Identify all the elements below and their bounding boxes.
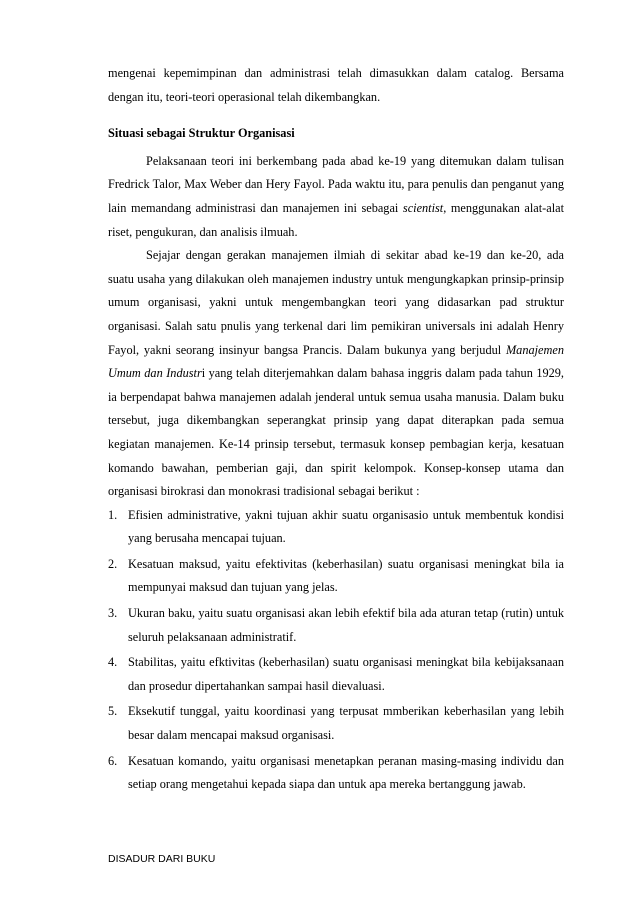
paragraph-2-text-b: i yang telah diterjemahkan dalam bahasa inggris dalam pada tahun 1929, ia berpendapat bahwa manajemen adalah jenderal untuk semua usaha manusia. Dalam buku tersebut, juga dikembangkan seperangkat prinsip yang dapat diterapkan pada semua kegiatan manajemen. Ke-14 prinsip tersebut, termasuk konsep pembagian kerja, kesatuan komando bawahan, pemberian gaji, dan spirit kelompok. Konsep-konsep utama dan organisasi birokrasi dan monokrasi tradisional sebagai berikut :: [108, 366, 564, 499]
list-item-text: Eksekutif tunggal, yaitu koordinasi yang terpusat mmberikan keberhasilan yang lebih besar dalam mencapai maksud organisasi.: [128, 704, 564, 743]
paragraph-1-text-a: Pelaksanaan teori ini berkembang pada abad ke-19 yang ditemukan dalam tulisan Fredrick Talor, Max Weber dan Hery Fayol. Pada waktu itu, para penulis dan penganut yang lain memandang administrasi dan manajemen ini sebagai: [108, 153, 564, 215]
list-item-number: 2.: [108, 556, 118, 571]
list-item: [108, 504, 564, 551]
list-item-text: Kesatuan maksud, yaitu efektivitas (keberhasilan) suatu organisasi meningkat bila ia mempunyai maksud dan tujuan yang jelas.: [128, 556, 564, 595]
paragraph-2: [108, 244, 564, 504]
list-item-text: Kesatuan komando, yaitu organisasi menetapkan peranan masing-masing individu dan setiap orang mengetahui kepada siapa dan untuk apa mereka bertanggung jawab.: [128, 753, 564, 792]
paragraph-2-text-a: Sejajar dengan gerakan manajemen ilmiah di sekitar abad ke-19 dan ke-20, ada suatu usaha yang dilakukan oleh manajemen industry untuk mengungkapkan prinsip-prinsip umum organisasi, yakni untuk mengembangkan teori yang didasarkan pad struktur organisasi. Salah satu pnulis yang terkenal dari lim pemikiran universals ini adalah Henry Fayol, yakni seorang insinyur bangsa Prancis. Dalam bukunya yang berjudul: [108, 248, 564, 357]
paragraph-1: [108, 150, 564, 244]
list-item-text: Ukuran baku, yaitu suatu organisasi akan lebih efektif bila ada aturan tetap (rutin) untuk seluruh pelaksanaan administratif.: [128, 606, 564, 644]
list-item: [108, 602, 564, 649]
list-item: [108, 750, 564, 797]
section-heading: Situasi sebagai Struktur Organisasi: [108, 126, 295, 141]
list-item: [108, 553, 564, 600]
paragraph-2-italic: Manajemen Umum dan Industr: [108, 342, 564, 381]
list-item-number: 4.: [108, 655, 118, 670]
list-item-text: Efisien administrative, yakni tujuan akhir suatu organisasio untuk membentuk kondisi yang berusaha mencapai tujuan.: [128, 507, 564, 546]
list-item: [108, 651, 564, 698]
list-item-number: 5.: [108, 704, 118, 719]
paragraph-1-text-b: , menggunakan alat-alat riset, pengukuran, dan analisis ilmuah.: [108, 200, 564, 239]
principles-list: [108, 504, 564, 797]
intro-paragraph: mengenai kepemimpinan dan administrasi telah dimasukkan dalam catalog. Bersama dengan itu, teori-teori operasional telah dikembangkan.: [108, 66, 564, 104]
list-item-number: 3.: [108, 606, 118, 621]
list-item: [108, 700, 564, 747]
list-item-text: Stabilitas, yaitu efktivitas (keberhasilan) suatu organisasi meningkat bila kebijaksanaan dan prosedur dipertahankan sampai hasil dievaluasi.: [128, 655, 564, 693]
page-footer: DISADUR DARI BUKU: [108, 853, 216, 865]
document-page: [108, 62, 564, 799]
list-item-number: 6.: [108, 753, 118, 768]
list-item-number: 1.: [108, 507, 118, 522]
paragraph-1-italic: scientist: [402, 200, 444, 215]
